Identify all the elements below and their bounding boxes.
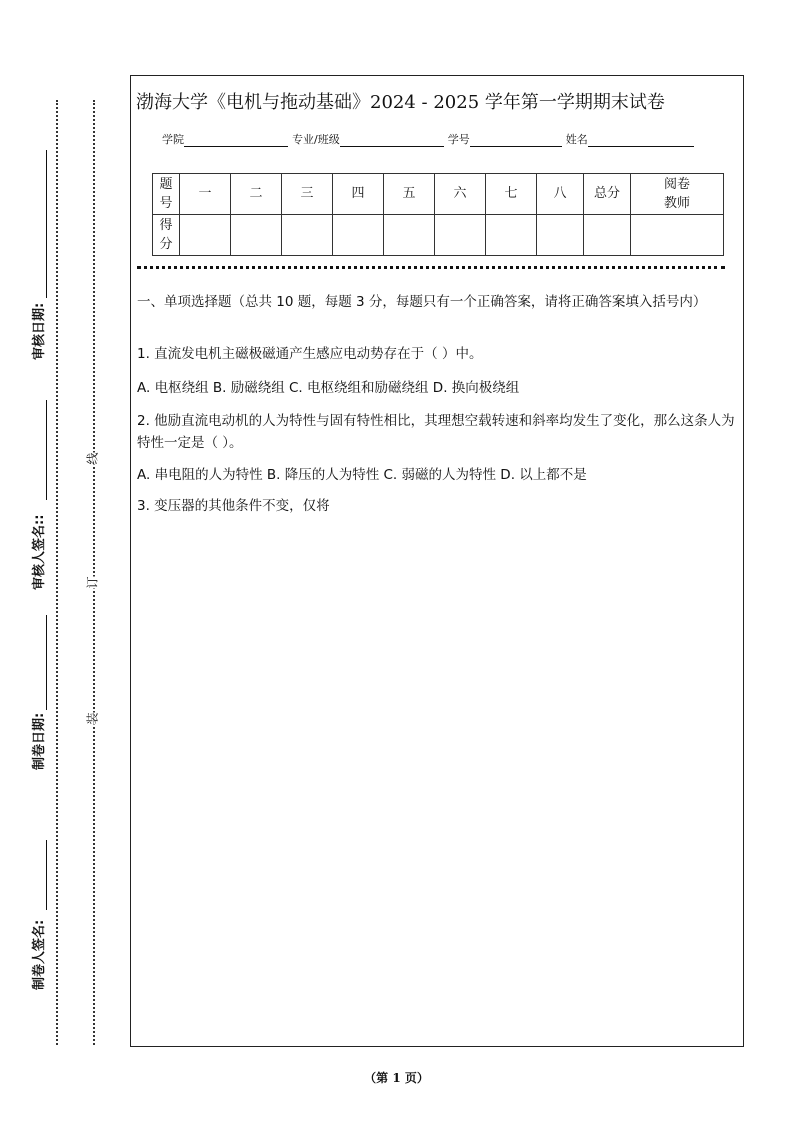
exam-title: 渤海大学《电机与拖动基础》2024 - 2025 学年第一学期期末试卷 [136,92,665,113]
section-divider [137,266,725,269]
page-number: （第 1 页） [364,1071,429,1085]
score-cell-total[interactable] [584,215,631,256]
score-cell-6[interactable] [435,215,486,256]
question-1-options: A. 电枢绕组 B. 励磁绕组 C. 电枢绕组和励磁绕组 D. 换向极绕组 [137,380,520,396]
outer-dotted-line [56,100,58,1045]
question-1: 1. 直流发电机主磁极磁通产生感应电动势存在于（ ）中。 [137,346,483,362]
college-field[interactable] [184,134,288,147]
header-cell-total: 总分 [584,174,631,215]
binding-bind-char: 装 [82,712,103,724]
review-date-line [46,150,47,298]
section-1-heading: 一、单项选择题（总共 10 题，每题 3 分，每题只有一个正确答案，请将正确答案填入括号内） [137,294,707,310]
make-date-line [46,615,47,710]
binding-dotted-line [93,100,95,1045]
review-signature-field [28,400,50,590]
review-signature-line [46,400,47,500]
header-cell-6: 六 [435,174,486,215]
binding-order-char: 订 [82,576,103,588]
student-id-field[interactable] [470,134,562,147]
make-date-field [28,615,50,770]
score-table-header-row [153,174,724,215]
student-info-row [162,131,698,147]
review-date-label: 审核日期: [32,302,47,360]
score-table [152,173,724,256]
header-cell-2: 二 [231,174,282,215]
score-cell-7[interactable] [486,215,537,256]
name-field[interactable] [588,134,694,147]
binding-line-char: 线 [82,452,103,464]
review-date-field [28,150,50,360]
score-cell-grader[interactable] [631,215,724,256]
header-cell-5: 五 [384,174,435,215]
score-cell-4[interactable] [333,215,384,256]
major-field[interactable] [340,134,444,147]
make-signature-field [28,840,50,990]
score-cell-8[interactable] [537,215,584,256]
score-cell-2[interactable] [231,215,282,256]
header-cell-8: 八 [537,174,584,215]
major-label: 专业/班级 [292,133,340,146]
make-date-label: 制卷日期: [32,712,47,770]
review-signature-label: 审核人签名:: [32,514,47,590]
make-signature-label: 制卷人签名: [32,919,47,990]
header-cell-4: 四 [333,174,384,215]
score-cell-1[interactable] [180,215,231,256]
header-cell-question-no: 题号 [153,174,180,215]
score-table-score-row [153,215,724,256]
score-cell-5[interactable] [384,215,435,256]
header-cell-grader: 阅卷教师 [631,174,724,215]
college-label: 学院 [162,133,184,146]
header-cell-7: 七 [486,174,537,215]
header-cell-1: 一 [180,174,231,215]
header-cell-3: 三 [282,174,333,215]
score-row-label: 得分 [153,215,180,256]
score-cell-3[interactable] [282,215,333,256]
student-id-label: 学号 [447,133,470,146]
question-2-options: A. 串电阻的人为特性 B. 降压的人为特性 C. 弱磁的人为特性 D. 以上都不是 [137,467,587,483]
name-label: 姓名 [565,133,588,146]
make-signature-line [46,840,47,910]
question-2: 2. 他励直流电动机的人为特性与固有特性相比，其理想空载转速和斜率均发生了变化，那么这条人为特性一定是（ ）。 [137,413,735,451]
question-3: 3. 变压器的其他条件不变，仅将 [137,498,330,514]
